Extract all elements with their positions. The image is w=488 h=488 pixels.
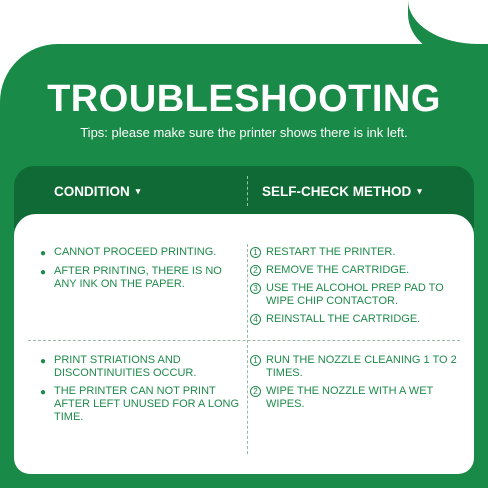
step-text: USE THE ALCOHOL PREP PAD TO WIPE CHIP CONTACTOR. [266, 282, 444, 307]
condition-text: CANNOT PROCEED PRINTING. [54, 246, 217, 258]
step-text: RUN THE NOZZLE CLEANING 1 TO 2 TIMES. [266, 354, 457, 379]
step-number: 2 [250, 386, 261, 397]
row-divider [28, 340, 460, 341]
method-list-1 [250, 246, 464, 331]
step-text: REINSTALL THE CARTRIDGE. [266, 313, 421, 325]
bullet-icon: ● [40, 248, 47, 259]
bullet-icon: ● [40, 356, 47, 367]
header-divider [247, 176, 248, 206]
bullet-icon: ● [40, 387, 47, 398]
self-check-header-label: SELF-CHECK METHOD [262, 184, 412, 199]
column-divider [247, 244, 248, 454]
triangle-down-icon: ▾ [417, 186, 422, 196]
condition-text: PRINT STRIATIONS AND DISCONTINUITIES OCCUR. [54, 354, 197, 379]
step-text: WIPE THE NOZZLE WITH A WET WIPES. [266, 385, 434, 410]
triangle-down-icon: ▾ [135, 186, 141, 196]
step-number: 3 [250, 283, 261, 294]
step-number: 1 [250, 247, 261, 258]
condition-list-1 [40, 246, 240, 296]
list-item [250, 264, 464, 277]
list-item [250, 282, 464, 308]
list-item [40, 246, 240, 260]
list-item [40, 354, 240, 380]
condition-text: AFTER PRINTING, THERE IS NO ANY INK ON THE PAPER. [54, 265, 222, 290]
tips-subtitle: Tips: please make sure the printer shows there is ink left. [80, 125, 408, 140]
condition-header[interactable] [54, 184, 140, 199]
bullet-icon: ● [40, 267, 47, 278]
page-title: TROUBLESHOOTING [47, 78, 441, 120]
step-text: RESTART THE PRINTER. [266, 246, 396, 258]
list-item [250, 354, 464, 380]
list-item [250, 385, 464, 411]
list-item [40, 265, 240, 291]
troubleshooting-table [14, 214, 474, 474]
condition-text: THE PRINTER CAN NOT PRINT AFTER LEFT UNUSED FOR A LONG TIME. [54, 385, 239, 423]
condition-header-label: CONDITION [54, 184, 130, 199]
self-check-header[interactable] [262, 184, 422, 199]
list-item [40, 385, 240, 424]
step-text: REMOVE THE CARTRIDGE. [266, 264, 410, 276]
condition-list-2 [40, 354, 240, 429]
step-number: 2 [250, 265, 261, 276]
list-item [250, 246, 464, 259]
list-item [250, 313, 464, 326]
step-number: 4 [250, 314, 261, 325]
step-number: 1 [250, 355, 261, 366]
method-list-2 [250, 354, 464, 416]
